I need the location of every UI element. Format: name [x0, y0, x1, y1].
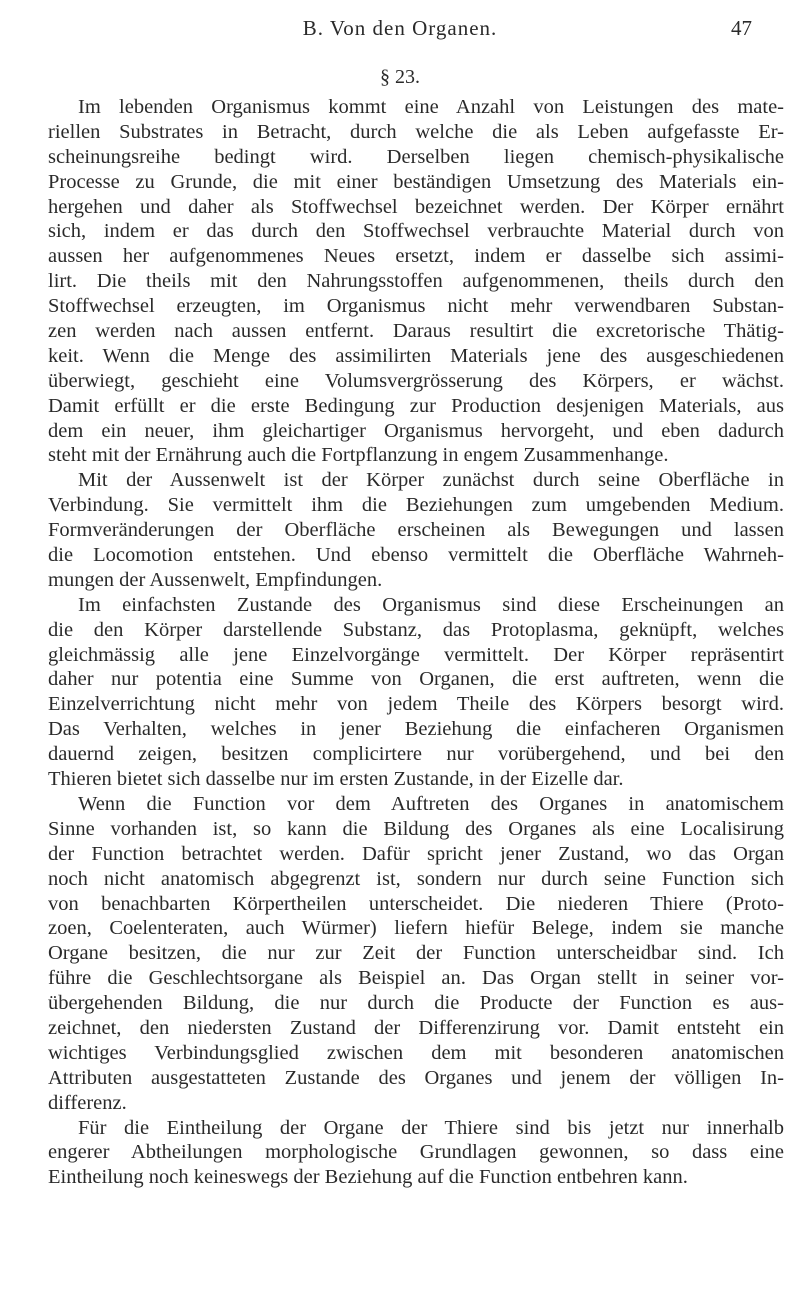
- text-line: Für die Eintheilung der Organe der Thiere sind bis jetzt nur innerhalb: [78, 1116, 784, 1139]
- page-number: 47: [731, 16, 752, 40]
- text-line: dem ein neuer, ihm gleichartiger Organismus hervorgeht, und eben dadurch: [48, 419, 784, 442]
- text-line: Sinne vorhanden ist, so kann die Bildung des Organes als eine Localisirung: [48, 817, 784, 840]
- text-line: sich, indem er das durch den Stoffwechsel verbrauchte Material durch von: [48, 220, 784, 243]
- text-line: wichtiges Verbindungsglied zwischen dem mit besonderen anatomischen: [48, 1041, 784, 1064]
- text-line: Formveränderungen der Oberfläche erscheinen als Bewegungen und lassen: [48, 519, 784, 542]
- text-line: Stoffwechsel erzeugten, im Organismus nicht mehr verwendbaren Substan-: [48, 295, 784, 318]
- text-line: mungen der Aussenwelt, Empfindungen.: [48, 568, 383, 591]
- text-line: Im lebenden Organismus kommt eine Anzahl von Leistungen des mate-: [78, 96, 784, 118]
- text-line: von benachbarten Körpertheilen unterscheidet. Die niederen Thiere (Proto-: [48, 892, 784, 915]
- paragraph: [48, 593, 784, 792]
- paragraph: [48, 468, 784, 592]
- running-head: [0, 16, 800, 44]
- text-line: Das Verhalten, welches in jener Beziehung die einfacheren Organismen: [48, 718, 784, 741]
- text-line: zen werden nach aussen entfernt. Daraus resultirt die excretorische Thätig-: [48, 320, 784, 343]
- text-line: zeichnet, den niedersten Zustand der Differenzirung vor. Damit entsteht ein: [48, 1016, 784, 1039]
- text-line: gleichmässig alle jene Einzelvorgänge vermittelt. Der Körper repräsentirt: [48, 643, 784, 666]
- running-title: B. Von den Organen.: [302, 16, 498, 40]
- text-line: die den Körper darstellende Substanz, das Protoplasma, geknüpft, welches: [48, 618, 784, 641]
- paragraph: [48, 1116, 784, 1191]
- text-line: aussen her aufgenommenes Neues ersetzt, indem er dasselbe sich assimi-: [48, 245, 784, 268]
- text-line: Thieren bietet sich dasselbe nur im ersten Zustande, in der Eizelle dar.: [48, 768, 624, 791]
- text-line: differenz.: [48, 1091, 127, 1114]
- text-line: Im einfachsten Zustande des Organismus sind diese Erscheinungen an: [78, 593, 784, 616]
- text-line: Organe besitzen, die nur zur Zeit der Function unterscheidbar sind. Ich: [48, 942, 784, 965]
- body-text: [48, 95, 784, 1190]
- text-line: keit. Wenn die Menge des assimilirten Materials jene des ausgeschiedenen: [48, 344, 784, 367]
- text-line: hergehen und daher als Stoffwechsel bezeichnet werden. Der Körper ernährt: [48, 195, 784, 218]
- text-line: Wenn die Function vor dem Auftreten des Organes in anatomischem: [78, 792, 784, 815]
- text-line: überwiegt, geschieht eine Volumsvergrösserung des Körpers, er wächst.: [48, 369, 784, 392]
- text-line: Damit erfüllt er die erste Bedingung zur Production desjenigen Materials, aus: [48, 394, 784, 417]
- text-line: übergehenden Bildung, die nur durch die Producte der Function es aus-: [48, 992, 784, 1015]
- text-line: engerer Abtheilungen morphologische Grundlagen gewonnen, so dass eine: [48, 1141, 784, 1164]
- text-line: zoen, Coelenteraten, auch Würmer) liefern hiefür Belege, indem sie manche: [48, 917, 784, 940]
- text-line: scheinungsreihe bedingt wird. Derselben liegen chemisch-physikalische: [48, 145, 784, 168]
- paragraph: [48, 95, 784, 468]
- text-line: Processe zu Grunde, die mit einer beständigen Umsetzung des Materials ein-: [48, 170, 784, 193]
- text-line: noch nicht anatomisch abgegrenzt ist, sondern nur durch seine Function sich: [48, 867, 784, 890]
- text-line: steht mit der Ernährung auch die Fortpflanzung in engem Zusammenhange.: [48, 444, 669, 467]
- text-line: führe die Geschlechtsorgane als Beispiel an. Das Organ stellt in seiner vor-: [48, 967, 784, 990]
- text-line: daher nur potentia eine Summe von Organen, die erst auftreten, wenn die: [48, 668, 784, 691]
- text-line: der Function betrachtet werden. Dafür spricht jener Zustand, wo das Organ: [48, 842, 784, 865]
- text-line: Einzelverrichtung nicht mehr von jedem Theile des Körpers besorgt wird.: [48, 693, 784, 716]
- text-line: Eintheilung noch keineswegs der Beziehung auf die Function entbehren kann.: [48, 1166, 688, 1189]
- section-heading: § 23.: [380, 66, 420, 88]
- text-line: lirt. Die theils mit den Nahrungsstoffen aufgenommenen, theils durch den: [48, 270, 784, 293]
- text-line: die Locomotion entstehen. Und ebenso vermittelt die Oberfläche Wahrneh-: [48, 544, 784, 567]
- text-line: Attributen ausgestatteten Zustande des Organes und jenem der völligen In-: [48, 1066, 784, 1089]
- text-line: riellen Substrates in Betracht, durch welche die als Leben aufgefasste Er-: [48, 120, 784, 143]
- text-line: Mit der Aussenwelt ist der Körper zunächst durch seine Oberfläche in: [78, 469, 784, 492]
- text-line: Verbindung. Sie vermittelt ihm die Beziehungen zum umgebenden Medium.: [48, 494, 784, 517]
- text-line: dauernd zeigen, besitzen complicirtere nur vorübergehend, und bei den: [48, 743, 784, 766]
- paragraph: [48, 792, 784, 1116]
